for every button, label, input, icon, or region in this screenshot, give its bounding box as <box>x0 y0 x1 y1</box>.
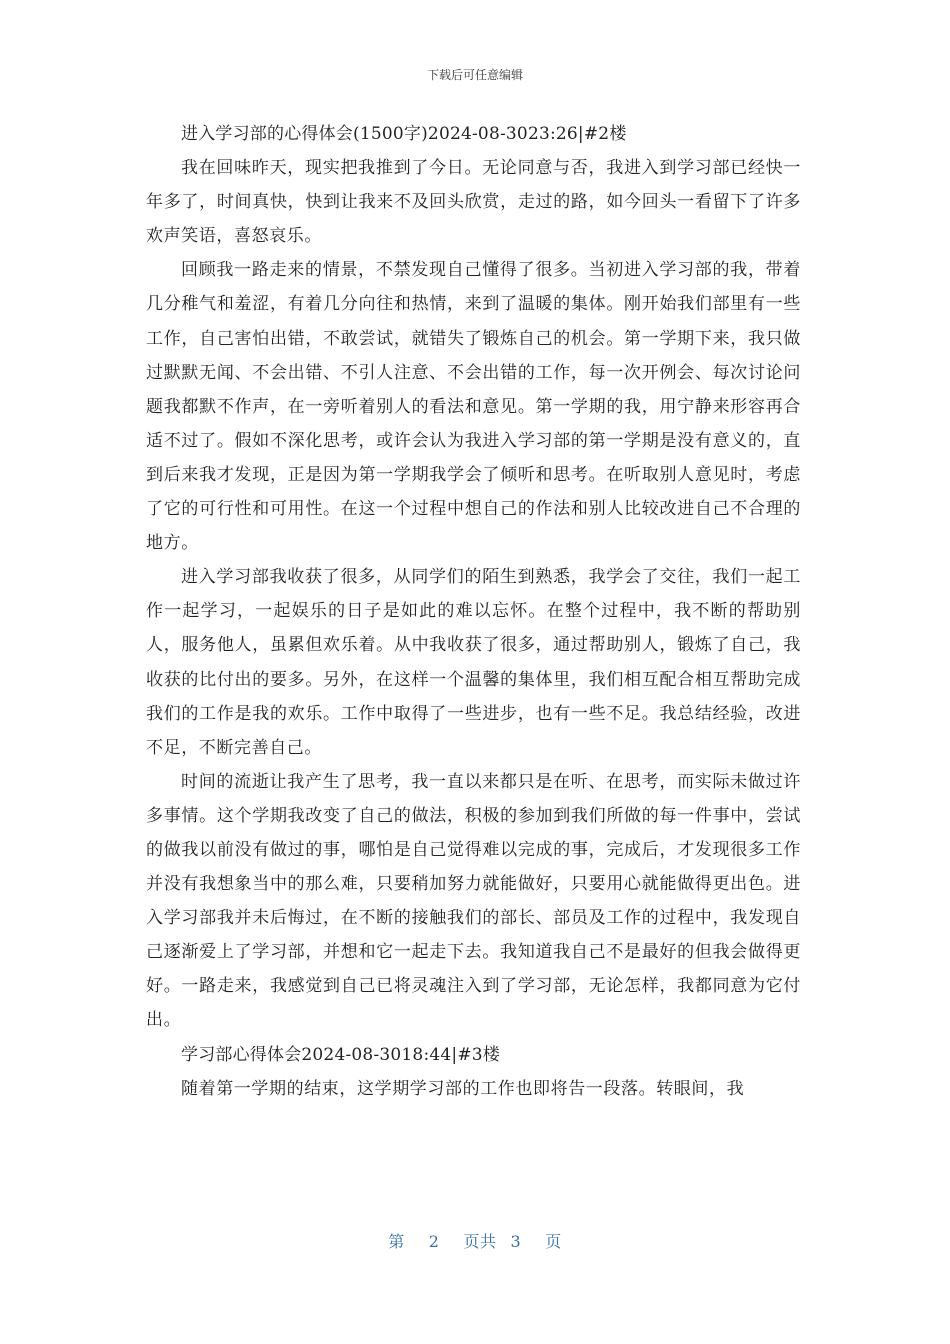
footer-page-number: 2 <box>428 1232 440 1251</box>
paragraph: 进入学习部我收获了很多，从同学们的陌生到熟悉，我学会了交往，我们一起工作一起学习，一起娱乐的日子是如此的难以忘怀。在整个过程中，我不断的帮助别人，服务他人，虽累但欢乐着。从中我收获了很多，通过帮助别人，锻炼了自己，我收获的比付出的要多。另外，在这样一个温馨的集体里，我们相互配合相互帮助完成我们的工作是我的欢乐。工作中取得了一些进步，也有一些不足。我总结经验，改进不足，不断完善自己。 <box>146 567 801 758</box>
post-heading-3: 学习部心得体会2024-08-3018:44|#3楼 <box>181 1044 500 1065</box>
footer-label-page: 第 <box>388 1232 405 1251</box>
page-footer <box>0 1229 950 1252</box>
document-body <box>146 117 801 1106</box>
post-heading-2: 进入学习部的心得体会(1500字)2024-08-3023:26|#2楼 <box>181 124 627 144</box>
paragraph: 时间的流逝让我产生了思考，我一直以来都只是在听、在思考，而实际未做过许多事情。这个学期我改变了自己的做法，积极的参加到我们所做的每一件事中，尝试的做我以前没有做过的事，哪怕是自己觉得难以完成的事，完成后，才发现很多工作并没有我想象当中的那么难，只要稍加努力就能做好，只要用心就能做得更出色。进入学习部我并未后悔过，在不断的接触我们的部长、部员及工作的过程中，我发现自己逐渐爱上了学习部，并想和它一起走下去。我知道我自己不是最好的但我会做得更好。一路走来，我感觉到自己已将灵魂注入到了学习部，无论怎样，我都同意为它付出。 <box>146 771 801 1031</box>
paragraph: 随着第一学期的结束，这学期学习部的工作也即将告一段落。转眼间，我 <box>181 1078 745 1099</box>
paragraph: 我在回味昨天，现实把我推到了今日。无论同意与否，我进入到学习部已经快一年多了，时间真快，快到让我来不及回头欣赏，走过的路，如今回头一看留下了许多欢声笑语，喜怒哀乐。 <box>146 158 801 247</box>
paragraph: 回顾我一路走来的情景，不禁发现自己懂得了很多。当初进入学习部的我，带着几分稚气和羞涩，有着几分向往和热情，来到了温暖的集体。刚开始我们部里有一些工作，自己害怕出错，不敢尝试，就错失了锻炼自己的机会。第一学期下来，我只做过默默无闻、不会出错、不引人注意、不会出错的工作，每一次开例会、每次讨论问题我都默不作声，在一旁听着别人的看法和意见。第一学期的我，用宁静来形容再合适不过了。假如不深化思考，或许会认为我进入学习部的第一学期是没有意义的，直到后来我才发现，正是因为第一学期我学会了倾听和思考。在听取别人意见时，考虑了它的可行性和可用性。在这一个过程中想自己的作法和别人比较改进自己不合理的地方。 <box>146 260 801 554</box>
footer-label-of: 页共 <box>463 1232 497 1251</box>
footer-total-pages: 3 <box>510 1232 522 1251</box>
footer-label-end: 页 <box>545 1232 562 1251</box>
page-header: 下载后可任意编辑 <box>426 68 523 82</box>
